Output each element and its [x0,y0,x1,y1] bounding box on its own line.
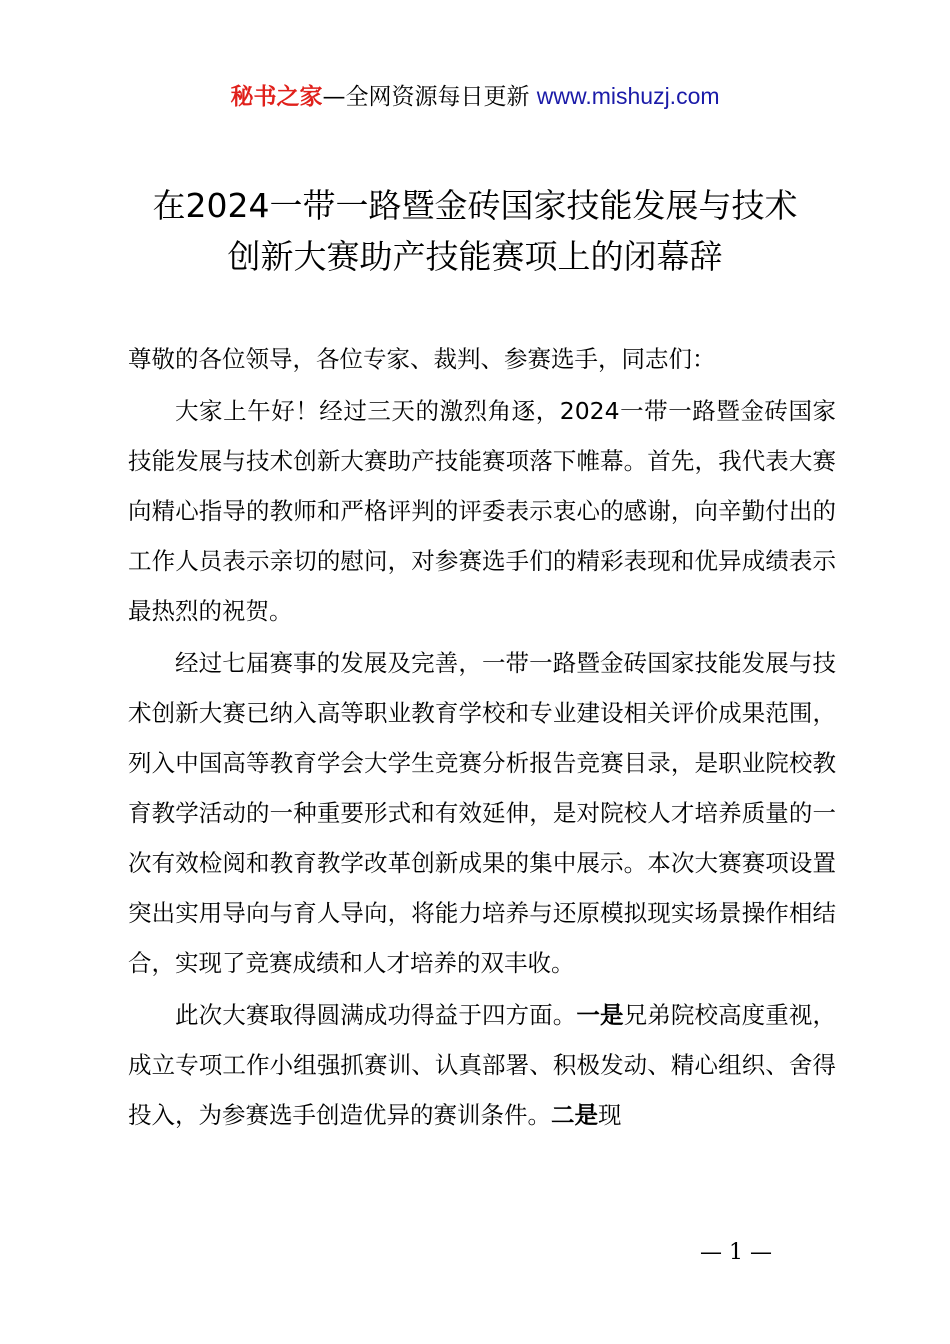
paragraph-2: 经过七届赛事的发展及完善，一带一路暨金砖国家技能发展与技术创新大赛已纳入高等职业教育学校和专业建设相关评价成果范围，列入中国高等教育学会大学生竞赛分析报告竞赛目录，是职业院校教育教学活动的一种重要形式和有效延伸，是对院校人才培养质量的一次有效检阅和教育教学改革创新成果的集中展示。本次大赛赛项设置突出实用导向与育人导向，将能力培养与还原模拟现实场景操作相结合，实现了竞赛成绩和人才培养的双丰收。 [128,649,836,977]
title-line-1: 在2024一带一路暨金砖国家技能发展与技术 [152,186,798,225]
paragraph-3 [128,990,836,1140]
page-number: — 1 — [700,1240,772,1265]
site-brand: 秘书之家 [230,84,323,110]
site-slogan: —全网资源每日更新 [322,84,537,110]
site-header [0,80,950,113]
paragraph-1: 大家上午好！经过三天的激烈角逐，2024一带一路暨金砖国家技能发展与技术创新大赛助产技能赛项落下帷幕。首先，我代表大赛向精心指导的教师和严格评判的评委表示衷心的感谢，向辛勤付出的工作人员表示亲切的慰问，对参赛选手们的精彩表现和优异成绩表示最热烈的祝贺。 [128,397,836,625]
paragraph-3-part-2: 兄弟院校高度重视，成立专项工作小组强抓赛训、认真部署、积极发动、精心组织、舍得投入，为参赛选手创造优异的赛训条件。 [128,1001,837,1129]
document-body [128,334,836,1142]
paragraph-3-bold-2: 二是 [551,1101,598,1129]
paragraph-3-bold-1: 一是 [576,1001,624,1029]
paragraph-3-part-1: 此次大赛取得圆满成功得益于四方面。 [175,1001,577,1029]
site-url: www.mishuzj.com [536,83,720,109]
document-title [60,180,890,282]
salutation: 尊敬的各位领导，各位专家、裁判、参赛选手，同志们： [128,345,716,373]
title-line-2: 创新大赛助产技能赛项上的闭幕辞 [227,237,723,276]
paragraph-3-part-3: 现 [598,1101,622,1129]
